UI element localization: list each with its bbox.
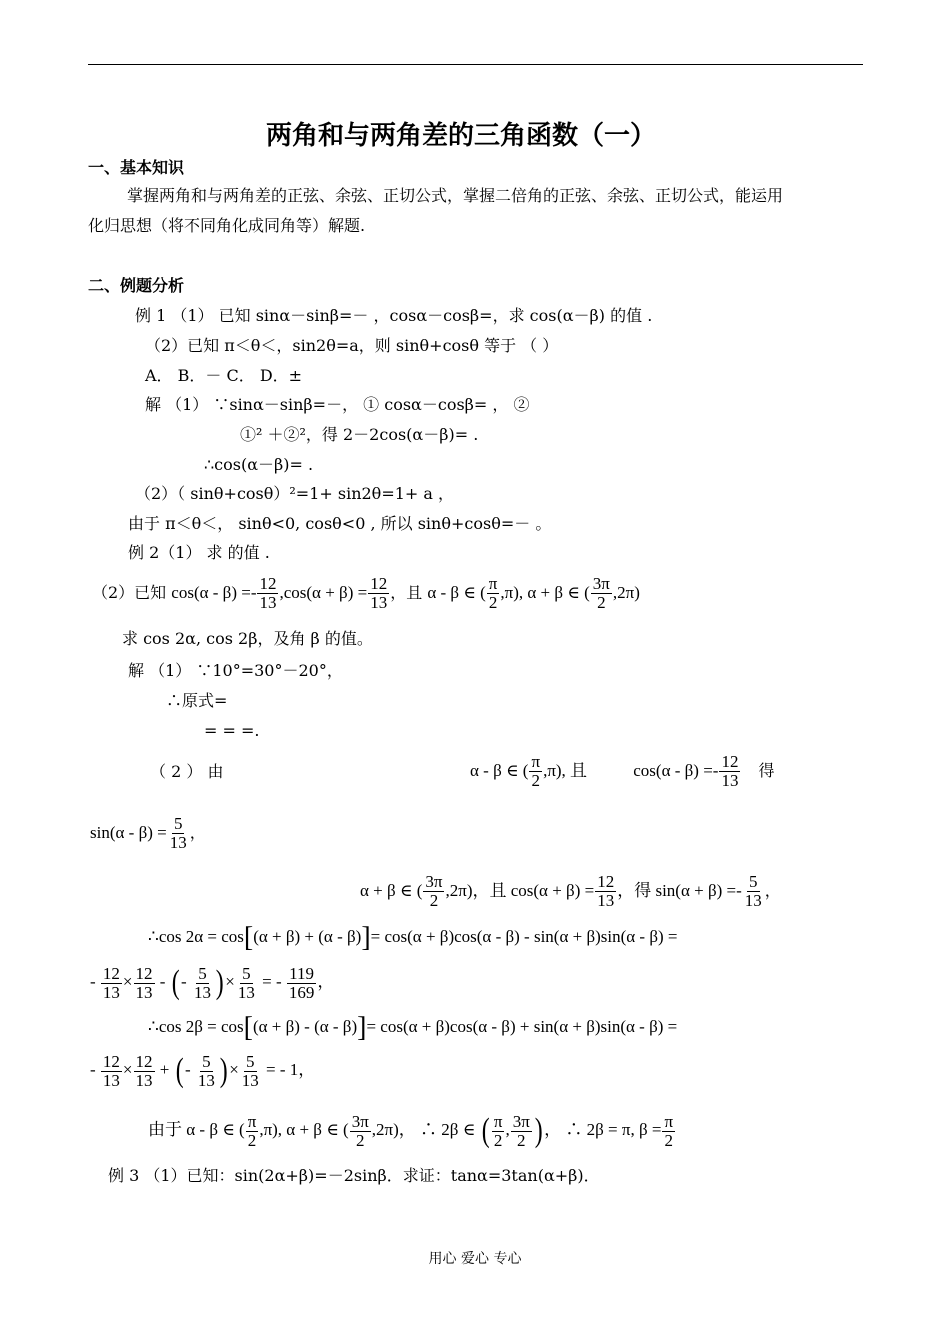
denominator: 169 xyxy=(288,982,315,1002)
example2-solution-line1: 解 （1） ∵10°=30°－20°， xyxy=(128,661,343,680)
fraction-3pi-2 xyxy=(511,1113,532,1150)
numerator: 12 xyxy=(370,574,388,593)
fraction-pi-2 xyxy=(662,1113,675,1150)
denominator: 13 xyxy=(259,593,277,612)
fraction-12-13 xyxy=(719,753,740,790)
denominator: 13 xyxy=(597,891,615,910)
paren: ) xyxy=(215,964,224,1002)
numerator: 12 xyxy=(597,872,615,891)
numerator: 5 xyxy=(202,1051,211,1071)
denominator: 13 xyxy=(197,1070,215,1090)
fraction-5-13 xyxy=(236,965,257,1002)
paren: ( xyxy=(175,1052,184,1090)
formula: 由于 α - β ∈ ( xyxy=(148,1120,245,1139)
formula: ∴cos 2α = cos xyxy=(148,927,244,946)
numerator: 12 xyxy=(259,574,277,593)
example1-solution-line5: 由于 π＜θ＜， sinθ<0, cosθ<0 , 所以 sinθ+cosθ=－ 。 xyxy=(128,514,552,533)
denominator: 13 xyxy=(169,833,187,852)
fraction-pi-2 xyxy=(487,575,500,612)
example2-line2 xyxy=(92,574,640,612)
example1-solution-line1: 解 （1） ∵sinα－sinβ=－， ① cosα－cosβ= ， ② xyxy=(145,395,530,414)
basics-paragraph-line2: 化归思想（将不同角化成同角等）解题. xyxy=(88,216,366,235)
text: ， xyxy=(317,972,335,991)
denominator: 13 xyxy=(135,1070,153,1090)
formula: = cos(α + β)cos(α - β) - sin(α + β)sin(α - β) = xyxy=(370,927,678,946)
formula: ,2π)，且 cos(α + β) = xyxy=(445,881,595,900)
denominator: 2 xyxy=(597,593,606,612)
example1-choices: A． B．－ C． D．± xyxy=(145,366,303,385)
numerator: π xyxy=(247,1111,257,1131)
formula: ,π), α + β ∈ ( xyxy=(500,583,590,602)
denominator: 2 xyxy=(517,1130,526,1150)
denominator: 13 xyxy=(135,982,153,1002)
fraction-3pi-2 xyxy=(591,575,612,612)
fraction-12-13 xyxy=(101,1053,122,1090)
paren: ) xyxy=(219,1052,228,1090)
numerator: 5 xyxy=(198,963,207,983)
example2-solution-line6: α + β ∈ ( $\frac{3\pi}{2}$ ,2π)，且 cos(α + β) = $\frac{12}{13}$ ，得 sin(α + β) =- $\frac{5}{13}$ ， xyxy=(360,872,781,910)
example1-line1: 例 1 （1） 已知 sinα－sinβ=－ ，cosα－cosβ=，求 cos(α－β) 的值 . xyxy=(135,306,653,325)
numerator: 5 xyxy=(246,1051,255,1071)
example2-cos2alpha-line xyxy=(148,920,678,954)
text: （2）已知 xyxy=(92,583,167,602)
denominator: 13 xyxy=(241,1070,259,1090)
example1-solution-line3: ∴cos(α－β)= . xyxy=(204,455,314,474)
fraction-pi-2 xyxy=(492,1113,505,1150)
formula: (α + β) + (α - β) xyxy=(253,927,362,946)
example2-solution-line5: sin(α - β) = $\frac{5}{13}$ ， xyxy=(90,814,206,852)
fraction-119-169 xyxy=(287,965,317,1002)
numerator: π xyxy=(488,574,498,593)
formula: ∴cos 2β = cos xyxy=(148,1017,244,1036)
numerator: 3π xyxy=(512,1111,530,1131)
formula: α + β ∈ ( xyxy=(360,881,423,900)
basics-paragraph-line1: 掌握两角和与两角差的正弦、余弦、正切公式，掌握二倍角的正弦、余弦、正切公式，能运用 xyxy=(127,186,784,205)
denominator: 13 xyxy=(102,1070,120,1090)
fraction-5-13 xyxy=(168,815,189,852)
paren: ( xyxy=(171,964,180,1002)
formula: α - β ∈ ( xyxy=(470,761,529,780)
formula: ,2π) xyxy=(612,583,640,602)
section-heading-basics: 一、基本知识 xyxy=(88,158,185,177)
example2-line3: 求 cos 2α, cos 2β，及角 β 的值。 xyxy=(122,629,373,648)
fraction-12-13 xyxy=(134,965,155,1002)
fraction-12-13 xyxy=(257,575,278,612)
numerator: 3π xyxy=(592,574,610,593)
fraction-pi-2 xyxy=(246,1113,259,1150)
fraction-pi-2 xyxy=(529,753,542,790)
formula: ，得 sin(α + β) =- xyxy=(617,881,742,900)
formula: ,cos(α + β) = xyxy=(279,583,368,602)
bracket: [ xyxy=(243,1012,253,1044)
numerator: 5 xyxy=(242,963,251,983)
fraction-5-13 xyxy=(743,873,764,910)
numerator: 12 xyxy=(102,1051,120,1071)
section-heading-examples: 二、例题分析 xyxy=(88,276,185,295)
paren: ( xyxy=(481,1112,490,1150)
numerator: 12 xyxy=(721,752,739,771)
numerator: 3π xyxy=(425,872,443,891)
denominator: 2 xyxy=(356,1130,365,1150)
paren: ) xyxy=(534,1112,543,1150)
example1-solution-line2: ①² ＋②²，得 2－2cos(α－β)= . xyxy=(240,425,479,444)
text: = - 1， xyxy=(266,1060,316,1079)
fraction-12-13 xyxy=(134,1053,155,1090)
fraction-5-13 xyxy=(196,1053,217,1090)
example2-line1: 例 2（1） 求 的值 . xyxy=(128,543,270,562)
denominator: 2 xyxy=(488,593,498,612)
formula: ∴ 2β ∈ xyxy=(420,1120,476,1139)
numerator: 119 xyxy=(289,963,315,983)
denominator: 13 xyxy=(193,982,211,1002)
page-footer: 用心 爱心 专心 xyxy=(428,1251,522,1267)
example1-line2: （2）已知 π＜θ＜，sin2θ=a，则 sinθ+cosθ 等于 （ ） xyxy=(145,336,559,355)
example2-cos2beta-line xyxy=(148,1010,677,1044)
fraction-3pi-2 xyxy=(350,1113,371,1150)
formula: ， ∴ 2β = π, β = xyxy=(544,1120,662,1139)
numerator: 5 xyxy=(173,814,183,833)
text: 得 xyxy=(758,761,775,780)
numerator: 5 xyxy=(749,872,758,891)
numerator: π xyxy=(493,1111,503,1131)
denominator: 13 xyxy=(237,982,255,1002)
numerator: 12 xyxy=(102,963,120,983)
bracket: [ xyxy=(243,922,254,954)
bracket: ] xyxy=(357,1012,367,1044)
denominator: 2 xyxy=(493,1130,503,1150)
numerator: 12 xyxy=(135,963,153,983)
bracket: ] xyxy=(361,922,371,954)
fraction-3pi-2 xyxy=(423,873,444,910)
formula: = cos(α + β)cos(α - β) + sin(α + β)sin(α - β) = xyxy=(366,1017,678,1036)
example2-solution-line2: ∴原式= xyxy=(166,691,228,710)
denominator: 2 xyxy=(429,891,439,910)
formula: α - β ∈ ( xyxy=(427,583,486,602)
denominator: 13 xyxy=(370,593,388,612)
formula: sin(α - β) = xyxy=(90,823,167,842)
denominator: 2 xyxy=(247,1130,257,1150)
fraction-12-13 xyxy=(368,575,389,612)
numerator: 12 xyxy=(135,1051,153,1071)
formula: ,2π)， xyxy=(371,1120,416,1139)
denominator: 13 xyxy=(744,891,762,910)
example2-solution-line4-prefix: （ 2 ） 由 xyxy=(150,762,224,781)
example1-solution-line4: （2）（ sinθ+cosθ）²=1+ sin2θ=1+ a ， xyxy=(135,484,455,503)
formula: cos(α - β) =- xyxy=(633,761,719,780)
denominator: 13 xyxy=(721,771,739,790)
example2-solution-line4-formula xyxy=(470,752,775,790)
fraction-5-13 xyxy=(240,1053,261,1090)
formula: (α + β) - (α - β) xyxy=(252,1017,358,1036)
denominator: 2 xyxy=(664,1130,673,1150)
page-title: 两角和与两角差的三角函数（一） xyxy=(266,121,657,151)
example3-line1: 例 3 （1）已知：sin(2α+β)=－2sinβ．求证：tanα=3tan(α+β)． xyxy=(108,1166,600,1185)
example2-solution-line3: = = =. xyxy=(204,721,260,740)
fraction-12-13 xyxy=(101,965,122,1002)
header-rule xyxy=(88,64,863,65)
example2-cos2beta-result: - $\frac{12}{13}$ × $\frac{12}{13}$ + (- $\frac{5}{13}$ )× $\frac{5}{13}$ = - 1， xyxy=(90,1051,316,1090)
fraction-12-13 xyxy=(595,873,616,910)
numerator: π xyxy=(664,1111,674,1131)
formula: ,π), 且 xyxy=(543,761,588,780)
example2-cos2alpha-result: - $\frac{12}{13}$ × $\frac{12}{13}$ - (- $\frac{5}{13}$ )× $\frac{5}{13}$ = - $\frac{119}{169}$ ， xyxy=(90,963,335,1002)
example2-beta-line: 由于 α - β ∈ ( $\frac{\pi}{2}$ ,π), α + β ∈ ( $\frac{3\pi}{2}$ ,2π)， ∴ 2β ∈ ( $\frac{\pi}{2}$ , $\frac{3\pi}{2}$ )， ∴ 2β = π, β = $\frac{\pi}{2}$ xyxy=(148,1111,674,1150)
formula: cos(α - β) =- xyxy=(171,583,257,602)
numerator: 3π xyxy=(351,1111,369,1131)
denominator: 13 xyxy=(102,982,120,1002)
numerator: π xyxy=(531,752,541,771)
text: ，且 xyxy=(390,583,423,602)
denominator: 2 xyxy=(531,771,541,790)
formula: ,π), α + β ∈ ( xyxy=(259,1120,349,1139)
fraction-5-13 xyxy=(192,965,213,1002)
